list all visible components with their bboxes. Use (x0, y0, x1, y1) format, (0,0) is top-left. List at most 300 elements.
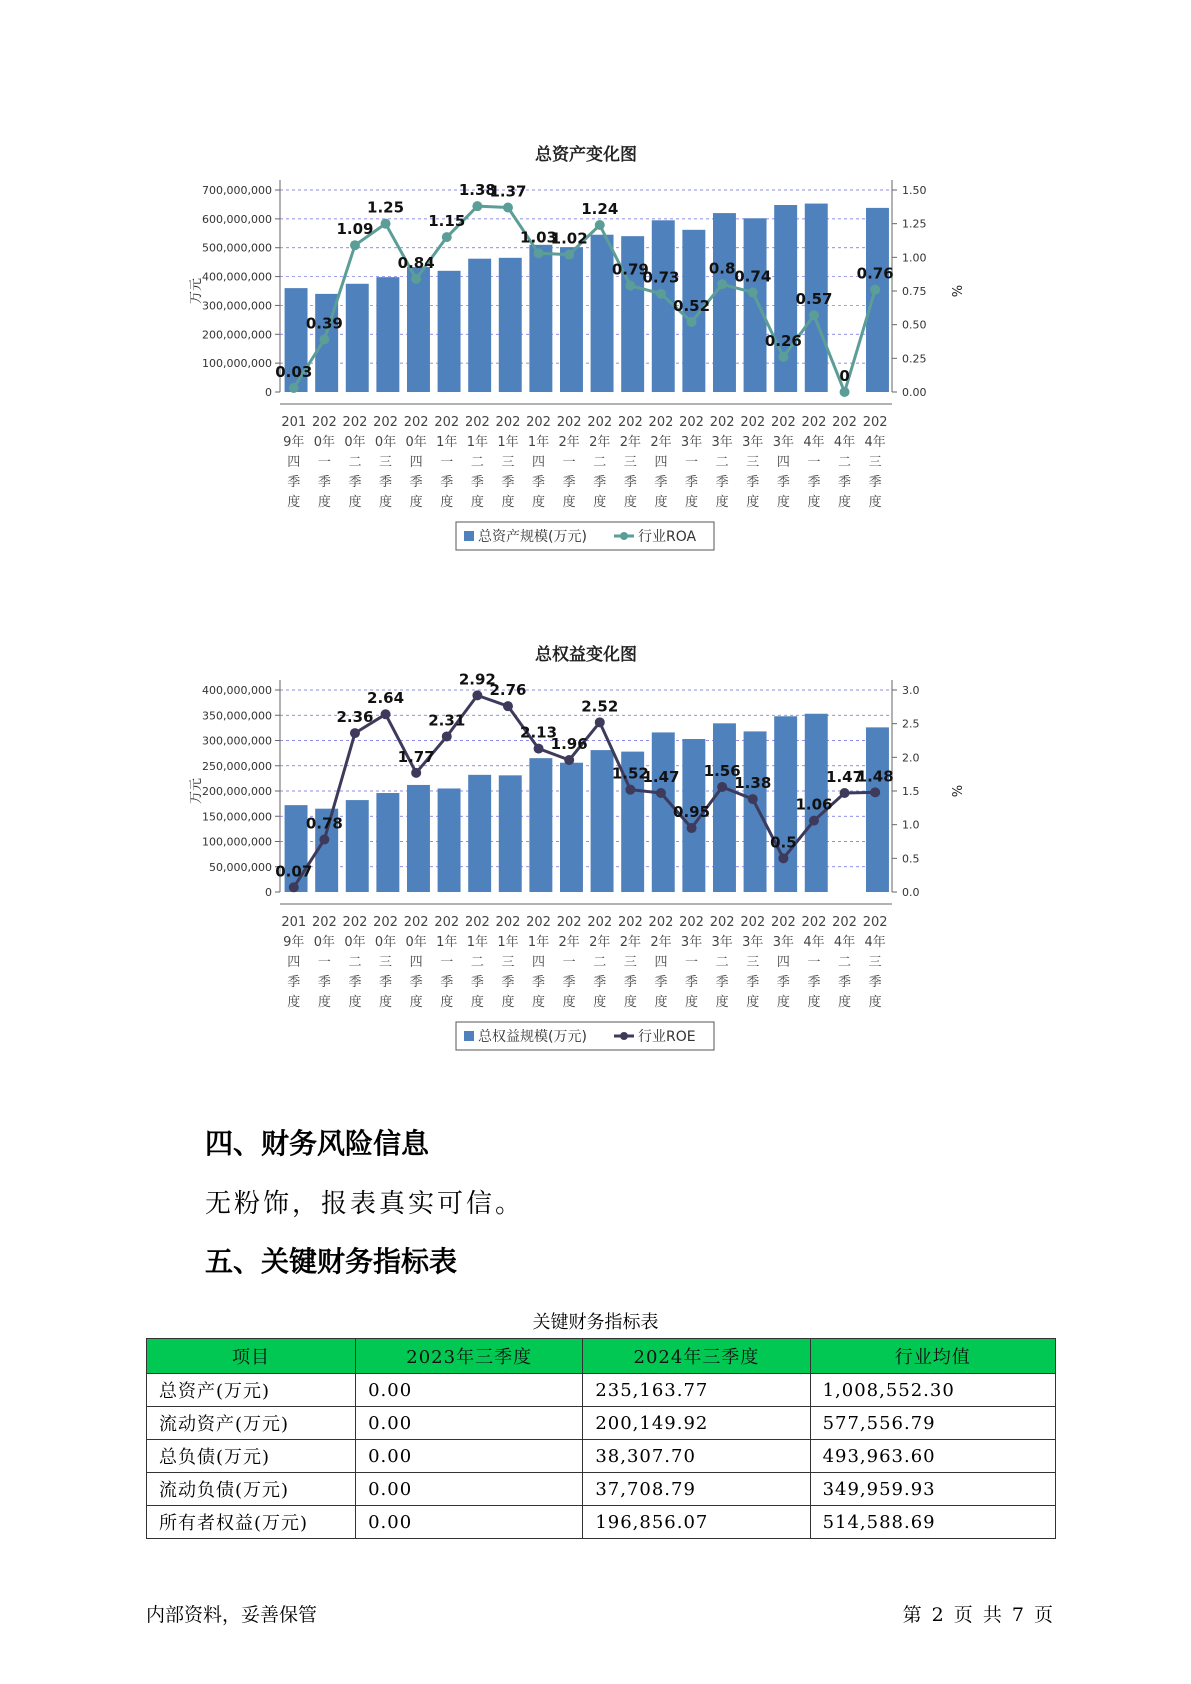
category-label: 202 (709, 915, 735, 930)
category-label: 4年 (833, 935, 856, 950)
cell-value: 0.00 (356, 1473, 583, 1506)
category-label: 度 (685, 995, 699, 1010)
category-label: 1年 (466, 435, 489, 450)
category-label: 二 (838, 955, 852, 970)
line-point (687, 823, 697, 833)
category-label: 202 (495, 915, 521, 930)
bar (468, 775, 491, 892)
legend-line-marker (620, 532, 628, 540)
category-label: 季 (317, 475, 331, 490)
category-label: 度 (654, 995, 668, 1010)
category-label: 202 (342, 915, 368, 930)
category-label: 度 (409, 995, 423, 1010)
right-axis-label: % (948, 284, 963, 298)
category-label: 四 (409, 455, 423, 470)
category-label: 202 (617, 915, 643, 930)
category-label: 1年 (497, 935, 519, 950)
category-label: 一 (317, 955, 331, 970)
category-label: 202 (556, 415, 582, 430)
section-title-key-indicators: 五、关键财务指标表 (205, 1245, 458, 1278)
category-label: 4年 (833, 435, 856, 450)
line-point (717, 279, 727, 289)
category-label: 度 (470, 995, 484, 1010)
data-label: 0.95 (673, 803, 711, 822)
category-label: 一 (317, 455, 331, 470)
right-tick-label: 0.0 (902, 886, 920, 899)
category-label: 季 (654, 475, 668, 490)
category-label: 三 (623, 955, 637, 970)
cell-value: 196,856.07 (583, 1506, 810, 1539)
category-label: 度 (623, 995, 637, 1010)
line-point (625, 281, 635, 291)
category-label: 3年 (742, 935, 764, 950)
data-label: 2.31 (428, 711, 466, 730)
category-label: 二 (470, 455, 484, 470)
table-row (147, 1473, 1056, 1506)
category-label: 2年 (619, 935, 642, 950)
financial-risk-text: 无粉饰，报表真实可信。 (205, 1189, 525, 1219)
category-label: 2年 (650, 935, 672, 950)
bar (529, 245, 552, 392)
category-label: 季 (562, 475, 576, 490)
chart-title: 总权益变化图 (535, 645, 637, 665)
line-point (289, 882, 299, 892)
category-label: 202 (587, 415, 613, 430)
line-point (350, 728, 360, 738)
chart-title: 总资产变化图 (535, 145, 637, 165)
cell-value: 0.00 (356, 1506, 583, 1539)
category-label: 季 (746, 475, 760, 490)
line-point (411, 274, 421, 284)
left-tick-label: 0 (265, 886, 272, 899)
data-label: 0.79 (611, 260, 649, 279)
data-label: 2.76 (489, 681, 527, 700)
line-point (503, 701, 513, 711)
line-point (442, 232, 452, 242)
category-label: 2年 (558, 935, 580, 950)
category-label: 202 (464, 415, 490, 430)
bar (407, 785, 430, 892)
category-label: 202 (373, 915, 398, 930)
category-label: 四 (287, 955, 301, 970)
category-label: 4年 (803, 435, 825, 450)
category-label: 0年 (405, 435, 427, 450)
right-tick-label: 1.50 (902, 184, 927, 197)
right-tick-label: 0.5 (902, 852, 920, 866)
category-label: 一 (440, 955, 454, 970)
category-label: 季 (623, 475, 637, 490)
right-axis-label: % (948, 784, 963, 798)
line-point (503, 203, 513, 213)
category-label: 0年 (344, 935, 366, 950)
category-label: 1年 (497, 435, 519, 450)
category-label: 度 (348, 495, 362, 510)
category-label: 202 (617, 415, 643, 430)
data-label: 1.38 (458, 181, 496, 200)
line-point (840, 788, 850, 798)
data-label: 0.39 (305, 314, 343, 333)
category-label: 1年 (527, 935, 550, 950)
category-label: 202 (648, 915, 674, 930)
category-label: 三 (379, 955, 393, 970)
category-label: 202 (495, 415, 521, 430)
category-label: 季 (379, 975, 393, 990)
data-label: 2.13 (520, 723, 558, 742)
data-label: 1.77 (397, 747, 435, 766)
category-label: 季 (409, 975, 423, 990)
left-tick-label: 350,000,000 (202, 709, 272, 723)
bar (591, 235, 614, 392)
chart-svg (180, 640, 1010, 1080)
category-label: 度 (868, 495, 882, 510)
category-label: 202 (648, 415, 674, 430)
category-label: 201 (281, 415, 307, 430)
line-point (350, 240, 360, 250)
table-row (147, 1506, 1056, 1539)
category-label: 度 (287, 495, 301, 510)
category-label: 一 (440, 455, 454, 470)
cell-value: 1,008,552.30 (810, 1374, 1055, 1407)
data-label: 0.03 (275, 362, 313, 381)
category-label: 4年 (803, 935, 825, 950)
table-row (147, 1374, 1056, 1407)
data-label: 1.52 (611, 764, 649, 783)
category-label: 2年 (619, 435, 642, 450)
category-label: 二 (470, 955, 484, 970)
category-label: 度 (379, 995, 393, 1010)
bar (376, 277, 399, 392)
category-label: 季 (348, 975, 362, 990)
category-label: 202 (342, 415, 368, 430)
right-tick-label: 1.0 (902, 818, 920, 832)
data-label: 1.56 (703, 761, 741, 780)
category-label: 度 (868, 995, 882, 1010)
left-tick-label: 400,000,000 (202, 270, 272, 284)
category-label: 三 (868, 455, 882, 470)
category-label: 季 (348, 475, 362, 490)
data-label: 0 (839, 367, 850, 385)
table-row (147, 1440, 1056, 1473)
bar (774, 205, 797, 392)
header-industry-avg: 行业均值 (810, 1339, 1055, 1374)
bar (621, 236, 644, 392)
data-label: 1.09 (336, 220, 374, 239)
line-point (319, 834, 329, 844)
cell-item: 流动负债(万元) (147, 1473, 356, 1506)
category-label: 季 (807, 475, 821, 490)
bar (529, 758, 552, 892)
category-label: 度 (409, 495, 423, 510)
category-label: 202 (434, 415, 460, 430)
data-label: 1.96 (550, 735, 588, 754)
category-label: 度 (807, 995, 821, 1010)
footer-confidential-note: 内部资料，妥善保管 (146, 1604, 318, 1626)
line-point (840, 387, 850, 397)
category-label: 三 (623, 455, 637, 470)
category-label: 季 (746, 975, 760, 990)
category-label: 0年 (313, 935, 336, 950)
category-label: 2年 (589, 435, 611, 450)
chart-svg (180, 140, 1010, 580)
bar (866, 208, 889, 392)
category-label: 季 (532, 975, 546, 990)
bar (774, 716, 797, 892)
line-point (870, 285, 880, 295)
category-label: 202 (862, 415, 888, 430)
category-label: 度 (379, 495, 393, 510)
line-point (778, 352, 788, 362)
category-label: 202 (801, 915, 827, 930)
data-label: 2.36 (336, 708, 374, 727)
left-axis-label: 万元 (189, 277, 204, 305)
key-financial-table (146, 1338, 1056, 1539)
bar (499, 775, 522, 892)
category-label: 四 (287, 455, 301, 470)
category-label: 202 (770, 415, 796, 430)
left-tick-label: 200,000,000 (202, 328, 272, 342)
category-label: 季 (685, 475, 699, 490)
category-label: 202 (311, 915, 337, 930)
cell-value: 0.00 (356, 1440, 583, 1473)
category-label: 二 (348, 955, 362, 970)
table-row (147, 1407, 1056, 1440)
category-label: 四 (654, 455, 668, 470)
category-label: 202 (556, 915, 582, 930)
category-label: 度 (562, 995, 576, 1010)
category-label: 三 (868, 955, 882, 970)
bar (744, 218, 767, 392)
bar (591, 750, 614, 892)
category-label: 度 (807, 495, 821, 510)
cell-value: 349,959.93 (810, 1473, 1055, 1506)
category-label: 四 (409, 955, 423, 970)
category-label: 度 (776, 495, 790, 510)
category-label: 202 (770, 915, 796, 930)
category-label: 202 (587, 915, 613, 930)
data-label: 1.47 (642, 768, 680, 787)
data-label: 1.25 (367, 198, 405, 217)
category-label: 一 (685, 455, 699, 470)
category-label: 3年 (711, 935, 733, 950)
right-tick-label: 0.50 (902, 318, 927, 332)
bar (407, 267, 430, 392)
category-label: 0年 (344, 435, 366, 450)
category-label: 201 (281, 915, 307, 930)
data-label: 1.37 (489, 182, 527, 201)
line-point (319, 334, 329, 344)
category-label: 202 (679, 415, 704, 430)
line-point (381, 709, 391, 719)
left-tick-label: 250,000,000 (202, 759, 272, 773)
category-label: 202 (832, 915, 857, 930)
category-label: 三 (379, 455, 393, 470)
category-label: 季 (654, 975, 668, 990)
category-label: 202 (373, 415, 398, 430)
category-label: 二 (348, 455, 362, 470)
category-label: 四 (654, 955, 668, 970)
data-label: 1.38 (734, 774, 772, 793)
right-tick-label: 1.5 (902, 785, 920, 798)
cell-value: 37,708.79 (583, 1473, 810, 1506)
category-label: 度 (440, 995, 454, 1010)
total-assets-chart (180, 140, 1010, 580)
category-label: 季 (409, 475, 423, 490)
line-point (809, 310, 819, 320)
category-label: 度 (348, 995, 362, 1010)
right-tick-label: 1.00 (902, 251, 927, 265)
category-label: 度 (685, 495, 699, 510)
cell-value: 0.00 (356, 1374, 583, 1407)
data-label: 0.07 (275, 862, 313, 881)
legend-bar-label: 总权益规模(万元) (478, 1029, 587, 1045)
cell-value: 514,588.69 (810, 1506, 1055, 1539)
bar (438, 271, 461, 392)
right-tick-label: 0.75 (902, 285, 927, 298)
category-label: 季 (685, 975, 699, 990)
category-label: 3年 (772, 935, 795, 950)
data-label: 1.03 (520, 228, 558, 247)
bar (652, 220, 675, 392)
category-label: 季 (868, 475, 882, 490)
category-label: 1年 (527, 435, 550, 450)
category-label: 季 (287, 975, 301, 990)
category-label: 度 (501, 995, 515, 1010)
category-label: 202 (526, 915, 551, 930)
category-label: 度 (623, 495, 637, 510)
line-point (778, 853, 788, 863)
category-label: 度 (593, 495, 607, 510)
line-point (442, 731, 452, 741)
left-tick-label: 500,000,000 (202, 241, 272, 255)
category-label: 2年 (589, 935, 611, 950)
category-label: 三 (501, 955, 515, 970)
category-label: 季 (838, 975, 852, 990)
category-label: 季 (868, 975, 882, 990)
category-label: 季 (501, 475, 515, 490)
category-label: 季 (776, 975, 790, 990)
category-label: 度 (776, 995, 790, 1010)
line-point (625, 785, 635, 795)
category-label: 0年 (374, 435, 397, 450)
category-label: 一 (562, 455, 576, 470)
cell-value: 38,307.70 (583, 1440, 810, 1473)
category-label: 二 (715, 955, 729, 970)
legend-line-label: 行业ROE (638, 1029, 696, 1045)
category-label: 3年 (711, 435, 733, 450)
footer-page-number: 第 2 页 共 7 页 (902, 1604, 1055, 1626)
left-tick-label: 200,000,000 (202, 785, 272, 798)
category-label: 一 (685, 955, 699, 970)
data-label: 1.02 (550, 229, 588, 248)
category-label: 9年 (283, 435, 305, 450)
cell-item: 总资产(万元) (147, 1374, 356, 1407)
category-label: 二 (838, 455, 852, 470)
category-label: 季 (470, 975, 484, 990)
line-point (411, 768, 421, 778)
category-label: 202 (679, 915, 704, 930)
section-title-financial-risk: 四、财务风险信息 (205, 1127, 430, 1160)
category-label: 202 (434, 915, 460, 930)
category-label: 度 (746, 495, 760, 510)
cell-value: 0.00 (356, 1407, 583, 1440)
category-label: 度 (562, 495, 576, 510)
category-label: 四 (776, 455, 790, 470)
bar (499, 258, 522, 392)
category-label: 度 (532, 995, 546, 1010)
line-point (564, 755, 574, 765)
line-point (595, 717, 605, 727)
category-label: 度 (654, 495, 668, 510)
category-label: 2年 (650, 435, 672, 450)
category-label: 季 (440, 475, 454, 490)
left-tick-label: 300,000,000 (202, 299, 272, 313)
category-label: 季 (807, 975, 821, 990)
category-label: 0年 (313, 435, 336, 450)
category-label: 3年 (680, 935, 703, 950)
category-label: 度 (501, 495, 515, 510)
category-label: 度 (746, 995, 760, 1010)
left-tick-label: 600,000,000 (202, 212, 272, 226)
category-label: 季 (593, 975, 607, 990)
category-label: 三 (501, 455, 515, 470)
data-label: 1.24 (581, 200, 619, 219)
category-label: 季 (715, 975, 729, 990)
left-tick-label: 700,000,000 (202, 184, 272, 197)
data-label: 2.64 (367, 689, 405, 708)
category-label: 度 (532, 495, 546, 510)
category-label: 202 (403, 915, 429, 930)
bar (346, 284, 369, 392)
total-equity-chart (180, 640, 1010, 1080)
category-label: 202 (311, 415, 337, 430)
cell-value: 577,556.79 (810, 1407, 1055, 1440)
data-label: 0.73 (642, 268, 680, 287)
cell-value: 235,163.77 (583, 1374, 810, 1407)
category-label: 202 (403, 415, 429, 430)
category-label: 1年 (436, 435, 458, 450)
left-tick-label: 150,000,000 (202, 810, 272, 824)
left-tick-label: 400,000,000 (202, 684, 272, 697)
bar (346, 800, 369, 892)
category-label: 度 (317, 495, 331, 510)
line-point (289, 383, 299, 393)
category-label: 一 (807, 455, 821, 470)
category-label: 3年 (742, 435, 764, 450)
data-label: 0.8 (708, 259, 736, 278)
category-label: 季 (532, 475, 546, 490)
header-2024q3: 2024年三季度 (583, 1339, 810, 1374)
category-label: 一 (807, 955, 821, 970)
category-label: 4年 (864, 935, 886, 950)
category-label: 季 (287, 475, 301, 490)
category-label: 202 (740, 415, 766, 430)
line-point (472, 201, 482, 211)
bar (438, 788, 461, 892)
category-label: 二 (593, 955, 607, 970)
category-label: 3年 (680, 435, 703, 450)
category-label: 202 (526, 415, 551, 430)
category-label: 202 (832, 415, 857, 430)
line-point (534, 248, 544, 258)
data-label: 1.47 (826, 768, 864, 787)
right-tick-label: 0.25 (902, 352, 927, 366)
bar (560, 247, 583, 392)
data-label: 0.78 (305, 814, 343, 833)
line-point (870, 787, 880, 797)
bar (376, 793, 399, 892)
category-label: 季 (470, 475, 484, 490)
line-point (656, 788, 666, 798)
